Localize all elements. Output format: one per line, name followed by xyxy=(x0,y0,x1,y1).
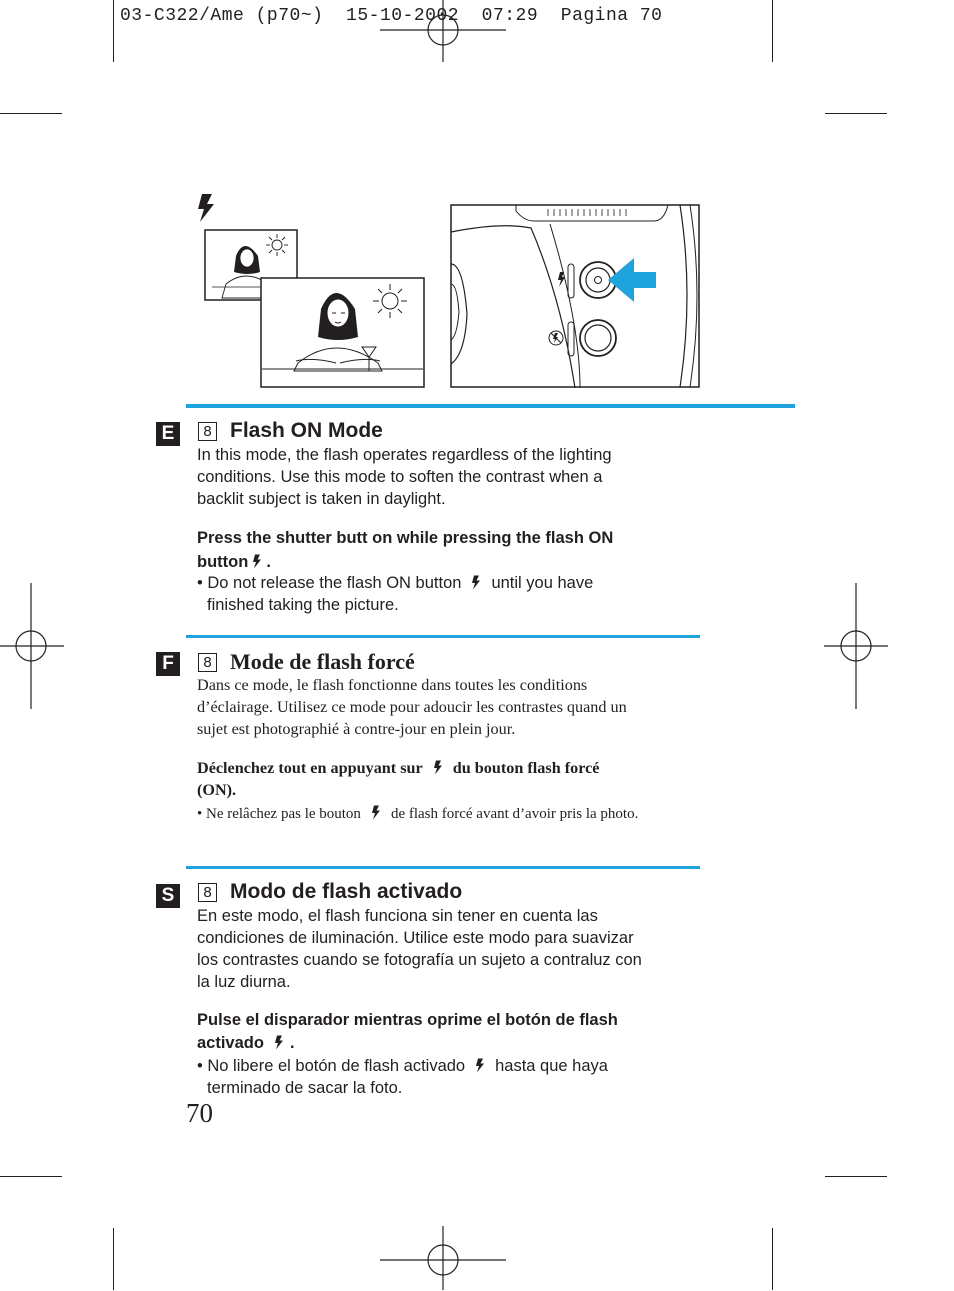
registration-mark-right xyxy=(824,583,888,709)
crop-mark xyxy=(113,1228,114,1290)
french-body: Dans ce mode, le flash fonctionne dans toutes les conditions d’éclairage. Utilisez ce mode pour adoucir les contrastes quand un sujet est photographié à contre-jour en plein jour. xyxy=(197,676,627,738)
page-number: 70 xyxy=(186,1098,213,1128)
french-heading xyxy=(198,649,415,675)
step-number: 8 xyxy=(198,883,217,902)
spanish-title: Modo de flash activado xyxy=(230,880,463,903)
crop-mark xyxy=(0,113,62,114)
flash-on-icon xyxy=(252,554,262,569)
language-badge-french: F xyxy=(156,652,180,676)
section-rule-spanish xyxy=(186,866,700,869)
flash-on-icon xyxy=(475,1058,485,1073)
flash-on-icon xyxy=(274,1035,284,1050)
camera-flash-button-illustration xyxy=(450,204,702,390)
french-instruction: Déclenchez tout en appuyant sur du bouton flash forcé (ON). xyxy=(197,759,600,799)
step-number: 8 xyxy=(198,422,217,441)
english-instruction: Press the shutter butt on while pressing the flash ON button . xyxy=(197,529,614,571)
language-badge-english: E xyxy=(156,422,180,446)
spanish-note: • No libere el botón de flash activado hasta que haya terminado de sacar la foto. xyxy=(197,1057,608,1097)
english-body: In this mode, the flash operates regardless of the lighting conditions. Use this mode to soften the contrast when a backlit subject is taken in daylight. xyxy=(197,446,612,508)
step-number: 8 xyxy=(198,653,217,672)
flash-on-icon xyxy=(196,194,216,222)
crop-mark xyxy=(825,113,887,114)
spanish-body: En este modo, el flash funciona sin tener en cuenta las condiciones de iluminación. Utilice este modo para suavizar los contrastes cuando se fotografía un sujeto a contraluz con la luz diurna. xyxy=(197,907,642,991)
section-rule-english xyxy=(186,404,795,408)
spanish-heading xyxy=(198,880,462,904)
registration-mark-bottom xyxy=(380,1226,510,1290)
crop-mark xyxy=(825,1176,887,1177)
registration-mark-left xyxy=(0,583,64,709)
crop-mark xyxy=(772,0,773,62)
spanish-instruction: Pulse el disparador mientras oprime el botón de flash activado . xyxy=(197,1011,618,1052)
flash-on-icon xyxy=(371,805,381,820)
french-note: • Ne relâchez pas le bouton de flash forcé avant d’avoir pris la photo. xyxy=(197,806,639,822)
english-note: • Do not release the flash ON button until you have finished taking the picture. xyxy=(197,574,594,614)
print-slug: 03-C322/Ame (p70~) 15-10-2002 07:29 Pagina 70 xyxy=(120,6,663,26)
language-badge-spanish: S xyxy=(156,884,180,908)
flash-on-icon xyxy=(471,575,481,590)
crop-mark xyxy=(113,0,114,62)
section-rule-french xyxy=(186,635,700,638)
backlit-portrait-illustration xyxy=(204,229,428,391)
crop-mark xyxy=(0,1176,62,1177)
flash-on-icon xyxy=(433,760,443,775)
crop-mark xyxy=(772,1228,773,1290)
english-heading xyxy=(198,419,383,443)
english-title: Flash ON Mode xyxy=(230,419,383,442)
french-title: Mode de flash forcé xyxy=(230,649,415,674)
registration-mark-top xyxy=(380,0,510,64)
